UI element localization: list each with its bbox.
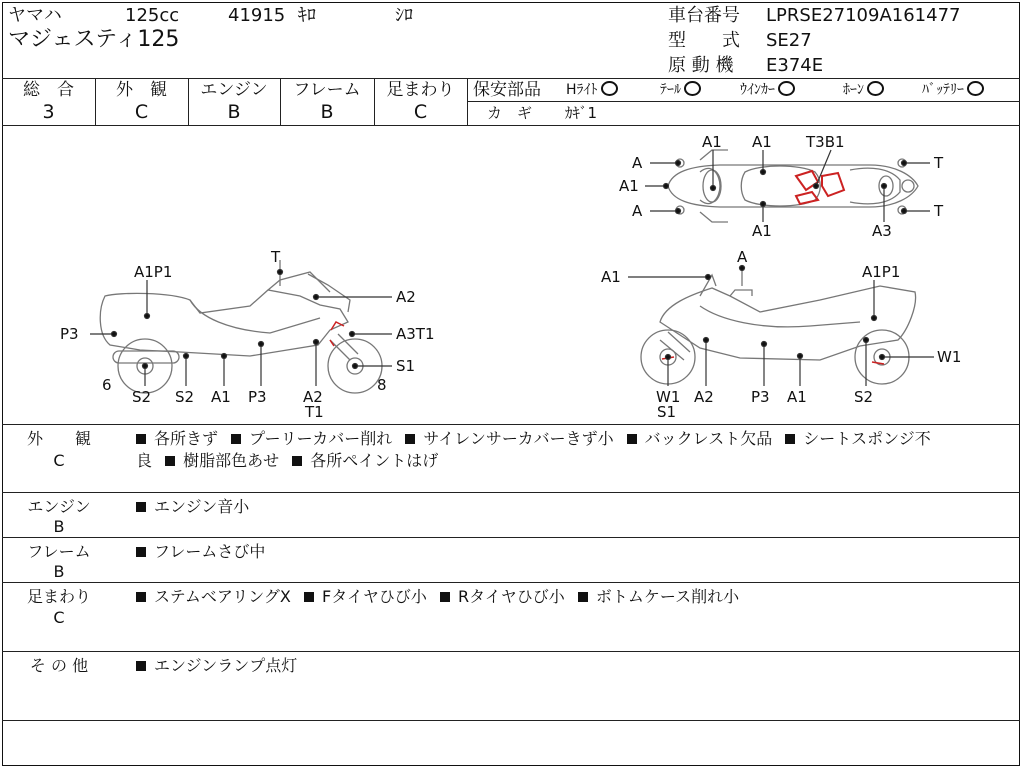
note-item: ステムベアリングX xyxy=(154,587,291,606)
grade-header-suspension: 足まわり xyxy=(386,80,455,100)
note-grade-suspension: C xyxy=(53,608,65,627)
note-item: フレームさび中 xyxy=(154,542,266,561)
note-grade-engine: B xyxy=(53,517,65,536)
diagram-label: A3 xyxy=(872,222,892,240)
bullet-icon xyxy=(785,434,795,444)
note-label-exterior: 外 観 xyxy=(26,429,91,448)
diagram-label: T1 xyxy=(305,403,324,421)
top-view-bike xyxy=(668,150,918,222)
safety-item-label: Hﾗｲﾄ xyxy=(566,82,598,98)
mileage-unit: ｷﾛ xyxy=(298,5,316,26)
grade-value-suspension: C xyxy=(413,101,428,123)
note-item: バックレスト欠品 xyxy=(644,429,773,448)
diagram-label: A xyxy=(632,202,643,220)
diagram-label: A xyxy=(632,154,643,172)
bullet-icon xyxy=(165,456,175,466)
chassis-value: LPRSE27109A161477 xyxy=(766,5,961,26)
diagram-label: P3 xyxy=(751,388,770,406)
note-frame-line xyxy=(136,540,265,563)
engine-value: E374E xyxy=(766,55,824,76)
divider xyxy=(2,537,1020,538)
safety-battery xyxy=(922,81,984,99)
grade-value-engine: B xyxy=(227,101,241,123)
grade-value-exterior: C xyxy=(134,101,149,123)
bullet-icon xyxy=(136,661,146,671)
model-name: マジェスティ125 xyxy=(8,27,180,52)
diagram-label: W1 xyxy=(937,348,962,366)
safety-item-label: ﾎｰﾝ xyxy=(843,82,864,98)
safety-winker xyxy=(740,81,795,99)
note-exterior-line2 xyxy=(136,449,438,472)
bullet-icon xyxy=(136,592,146,602)
note-other-line xyxy=(136,654,297,677)
diagram-label: A3T1 xyxy=(396,325,435,343)
safety-item-label: ﾊﾞｯﾃﾘｰ xyxy=(922,82,964,98)
diagram-label: T3B1 xyxy=(806,133,845,151)
safety-label: 保安部品 xyxy=(473,80,541,100)
diagram-label: W1 xyxy=(656,388,681,406)
grade-value-overall: 3 xyxy=(42,101,55,123)
diagram-label: A1 xyxy=(619,177,639,195)
note-label-engine: エンジン xyxy=(27,497,91,516)
grade-header-overall: 総 合 xyxy=(23,80,74,100)
note-item: 樹脂部色あせ xyxy=(183,451,280,470)
bullet-icon xyxy=(136,547,146,557)
note-item: プーリーカバー削れ xyxy=(249,429,393,448)
safety-tail xyxy=(660,81,701,99)
safety-item-label: ﾃｰﾙ xyxy=(660,82,681,98)
note-item: シートスポンジ不 xyxy=(803,429,931,448)
divider xyxy=(2,492,1020,493)
diagram-label: A2 xyxy=(396,288,416,306)
note-item: Fタイヤひび小 xyxy=(321,587,427,606)
diagram-label: 8 xyxy=(377,376,387,394)
safety-horn xyxy=(843,81,884,99)
note-item: エンジン音小 xyxy=(154,497,250,516)
engine-label: 原 動 機 xyxy=(668,55,734,76)
divider xyxy=(2,78,1020,79)
note-grade-exterior: C xyxy=(53,451,65,470)
bullet-icon xyxy=(292,456,302,466)
check-circle-icon xyxy=(867,81,884,96)
grade-header-exterior: 外 観 xyxy=(116,80,167,100)
divider xyxy=(2,720,1020,721)
bullet-icon xyxy=(627,434,637,444)
grade-value-frame: B xyxy=(320,101,334,123)
bullet-icon xyxy=(136,434,146,444)
type-value: SE27 xyxy=(766,30,812,51)
check-circle-icon xyxy=(601,81,618,96)
key-value: ｶｷﾞ1 xyxy=(565,104,598,122)
note-label-frame: フレーム xyxy=(27,542,91,561)
check-circle-icon xyxy=(684,81,701,96)
note-item: 各所ペイントはげ xyxy=(310,451,439,470)
bullet-icon xyxy=(231,434,241,444)
diagram-label: T xyxy=(271,248,281,266)
diagram-label: S2 xyxy=(175,388,195,406)
diagram-label: S1 xyxy=(396,357,416,375)
note-label-other: そ の 他 xyxy=(29,656,89,675)
note-engine-line xyxy=(136,495,249,518)
diagram-label: A1 xyxy=(702,133,722,151)
diagram-label: P3 xyxy=(248,388,267,406)
diagram-label: A1 xyxy=(601,268,621,286)
diagram-label: S1 xyxy=(657,403,677,421)
safety-item-label: ｳｲﾝｶｰ xyxy=(740,82,775,98)
diagram-label: A1 xyxy=(752,133,772,151)
diagram-label: T xyxy=(934,202,944,220)
note-item: Rタイヤひび小 xyxy=(457,587,565,606)
diagram-label: 6 xyxy=(102,376,112,394)
diagram-label: S2 xyxy=(854,388,874,406)
divider xyxy=(2,582,1020,583)
diagram-label: S2 xyxy=(132,388,152,406)
bullet-icon xyxy=(304,592,314,602)
note-item: サイレンサーカバーきず小 xyxy=(423,429,614,448)
diagram-label: A1P1 xyxy=(134,263,173,281)
diagram-label: A1P1 xyxy=(862,263,901,281)
key-label: カ ギ xyxy=(487,104,533,122)
grade-header-engine: エンジン xyxy=(200,80,268,100)
diagram-label: A1 xyxy=(752,222,772,240)
diagram-label: T xyxy=(934,154,944,172)
mileage: 41915 xyxy=(228,5,286,26)
diagram-label: A1 xyxy=(211,388,231,406)
maker: ヤマハ xyxy=(8,5,62,26)
bullet-icon xyxy=(440,592,450,602)
note-label-suspension: 足まわり xyxy=(26,587,91,606)
bullet-icon xyxy=(136,502,146,512)
diagram-label: A2 xyxy=(694,388,714,406)
diagram-label: P3 xyxy=(60,325,79,343)
type-label: 型 式 xyxy=(668,30,740,51)
displacement: 125cc xyxy=(125,5,180,26)
condition-diagram xyxy=(0,126,1024,424)
safety-headlight xyxy=(566,81,618,99)
note-exterior-line1 xyxy=(136,427,931,450)
divider xyxy=(2,424,1020,425)
divider xyxy=(2,651,1020,652)
note-item: 各所きず xyxy=(154,429,219,448)
note-item: 良 xyxy=(136,451,153,470)
note-item: ボトムケース削れ小 xyxy=(595,587,740,606)
diagram-label: A1 xyxy=(787,388,807,406)
grade-header-frame: フレーム xyxy=(293,80,361,100)
chassis-label: 車台番号 xyxy=(668,5,740,26)
diagram-label: A2 xyxy=(303,388,323,406)
color: ｼﾛ xyxy=(395,5,413,26)
check-circle-icon xyxy=(967,81,984,96)
check-circle-icon xyxy=(778,81,795,96)
note-grade-frame: B xyxy=(53,562,65,581)
diagram-label: A xyxy=(737,248,748,266)
note-item: エンジンランプ点灯 xyxy=(154,656,298,675)
note-suspension-line xyxy=(136,585,739,608)
bullet-icon xyxy=(405,434,415,444)
bullet-icon xyxy=(578,592,588,602)
divider xyxy=(467,101,1020,102)
